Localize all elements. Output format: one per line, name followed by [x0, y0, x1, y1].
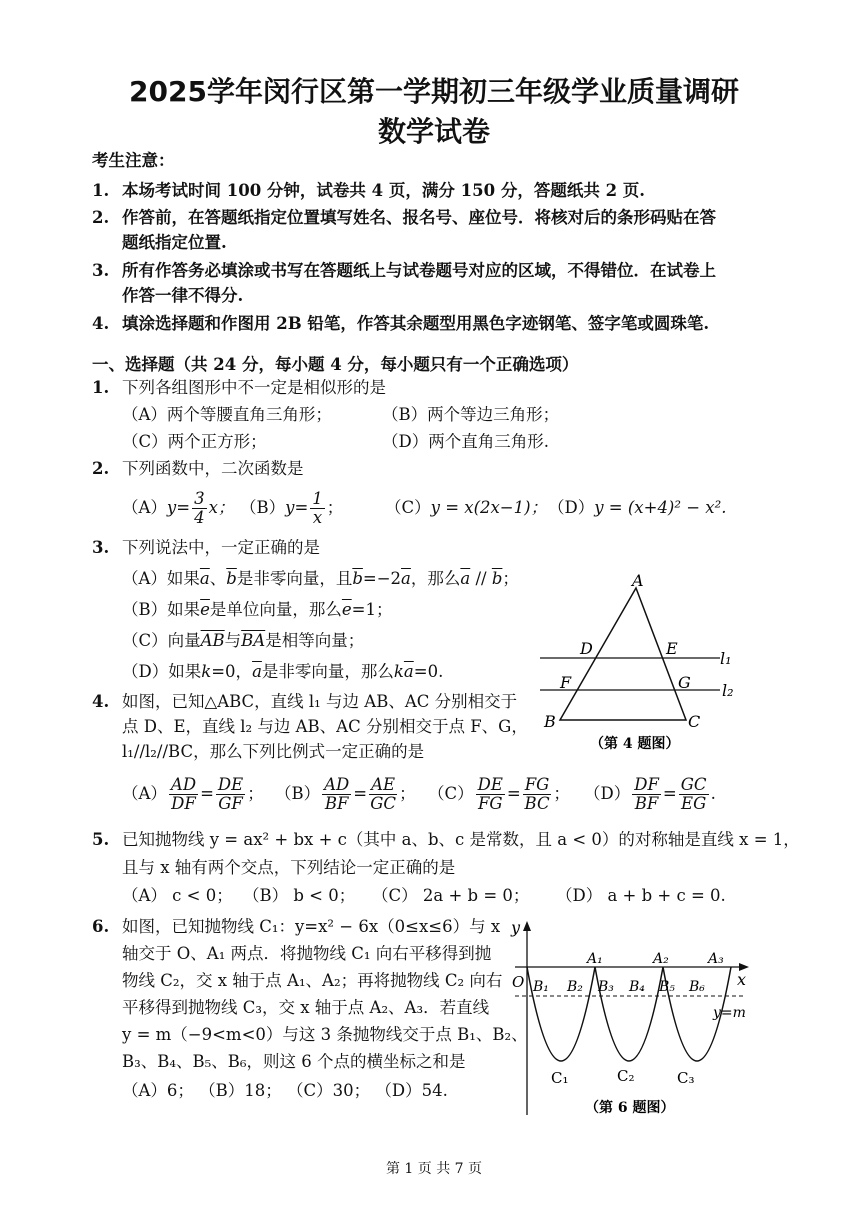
- q6-figure-caption: （第 6 题图）: [585, 1100, 675, 1116]
- q4-c-d1: FG: [477, 793, 503, 813]
- label-l1: l₁: [720, 649, 732, 668]
- q1-option-a: （A）两个等腰直角三角形；: [122, 405, 332, 424]
- label-b5: B₅: [659, 979, 675, 995]
- label-b3: B₃: [598, 979, 614, 995]
- label-x: x: [737, 970, 747, 989]
- label-a: A: [632, 571, 644, 590]
- q5-stem-line2: 且与 x 轴有两个交点，下列结论一定正确的是: [122, 858, 456, 877]
- q3-d-text4: =0.: [413, 662, 444, 681]
- q3-c-text1: （C）向量: [122, 631, 201, 650]
- q4-c-label: （C）: [428, 784, 474, 803]
- q2-d-expr: y = (x+4)² − x².: [594, 498, 727, 517]
- q3-a-vec-b2: $\overline{b}$: [352, 569, 363, 588]
- q2-d-label: （D）: [548, 498, 595, 517]
- q3-b-text3: =1；: [351, 600, 393, 619]
- q4-a-label: （A）: [122, 784, 167, 803]
- q4-d-frac2: [679, 776, 709, 813]
- q3-d-vec-a2: $\overline{a}$: [403, 662, 414, 681]
- q3-c-text2: 与: [224, 631, 242, 650]
- label-b1: B₁: [533, 979, 549, 995]
- q4-c-n1: DE: [477, 774, 503, 794]
- q2-c-expr: y = x(2x−1)；: [430, 498, 548, 517]
- q3-a-vec-b: $\overline{b}$: [226, 569, 237, 588]
- q2-c-label: （C）: [385, 498, 431, 517]
- q4-d-end: .: [710, 784, 716, 803]
- label-b4: B₄: [629, 979, 645, 995]
- q4-b-frac1: [322, 776, 351, 813]
- q3-a-vec-b3: $\overline{b}$: [491, 569, 503, 588]
- q2-a-label: （A）: [122, 498, 167, 517]
- q3-a-text1: （A）如果: [122, 569, 200, 588]
- q3-stem: 下列说法中，一定正确的是: [122, 538, 320, 557]
- label-b2: B₂: [567, 979, 583, 995]
- notice-1-num: 1.: [92, 181, 110, 200]
- notice-3-num: 3.: [92, 261, 110, 280]
- label-y: y: [511, 918, 521, 937]
- q4-c-frac1: [476, 776, 505, 813]
- q3-option-d: [122, 661, 443, 683]
- q4-d-frac1: [632, 776, 661, 813]
- q4-c-frac2: [523, 776, 552, 813]
- q2-b-denominator: x: [312, 507, 323, 527]
- q5-stem-line1: 已知抛物线 y = ax² + bx + c（其中 a、b、c 是常数，且 a < 0）的对称轴是直线 x = 1，: [122, 830, 800, 849]
- q3-a-text5: ，那么: [410, 569, 461, 588]
- q4-d-eq: =: [662, 784, 677, 803]
- q2-a-x: x；: [208, 498, 235, 517]
- q4-c-eq: =: [506, 784, 521, 803]
- q1-stem: 下列各组图形中不一定是相似形的是: [122, 378, 386, 397]
- q4-option-b: [275, 772, 416, 816]
- q4-option-a: [122, 772, 264, 816]
- q2-a-y: y: [166, 498, 177, 517]
- q4-stem-line3: l₁//l₂//BC，那么下列比例式一定正确的是: [122, 742, 425, 761]
- q4-num: 4.: [92, 692, 110, 711]
- label-a2: A₂: [653, 951, 669, 967]
- q3-b-vec-e2: $\overline{e}$: [341, 600, 352, 619]
- q3-d-k: k: [201, 662, 212, 681]
- notice-2-num: 2.: [92, 208, 110, 227]
- q4-a-n2: DE: [217, 774, 244, 794]
- q3-a-text4: =−2: [362, 569, 402, 588]
- notice-3-text: 所有作答务必填涂或书写在答题纸上与试卷题号对应的区域，不得错位．在试卷上: [122, 261, 716, 280]
- q4-c-sep: ；: [553, 784, 570, 803]
- q4-a-sep: ；: [247, 784, 264, 803]
- q4-d-n2: GC: [680, 774, 707, 794]
- exam-title-line2: 数学试卷: [377, 115, 490, 148]
- label-c2: C₂: [617, 1067, 635, 1085]
- q2-b-tail: ；: [326, 498, 344, 517]
- notice-2-text: 作答前，在答题纸指定位置填写姓名、报名号、座位号．将核对后的条形码贴在答: [122, 208, 716, 227]
- q3-a-vec-a2: $\overline{a}$: [401, 569, 411, 588]
- q3-c-text3: 是相等向量；: [265, 631, 365, 650]
- q4-b-sep: ；: [399, 784, 416, 803]
- q3-a-vec-a3: $\overline{a}$: [460, 569, 471, 588]
- q3-b-text1: （B）如果: [122, 600, 201, 619]
- q6-num: 6.: [92, 917, 110, 936]
- q4-a-d1: DF: [171, 793, 196, 813]
- q4-a-frac2: [216, 776, 245, 813]
- q3-c-vec-ba: $\overline{BA}$: [241, 631, 266, 650]
- q3-b-text2: 是单位向量，那么: [209, 600, 342, 619]
- q2-b-numerator: 1: [312, 488, 323, 508]
- label-e: E: [666, 639, 678, 658]
- label-a1: A₁: [587, 951, 603, 967]
- q4-stem-line1: 如图，已知△ABC，直线 l₁ 与边 AB、AC 分别相交于: [122, 692, 518, 711]
- q6-line5: y = m（−9<m<0）与这 3 条抛物线交于点 B₁、B₂、: [122, 1025, 528, 1044]
- q4-a-frac1: [169, 776, 198, 813]
- q2-option-a: [122, 486, 234, 530]
- q2-stem: 下列函数中，二次函数是: [122, 459, 304, 478]
- q4-figure: [530, 570, 750, 760]
- q4-d-n1: DF: [634, 774, 659, 794]
- section1-heading: 一、选择题（共 24 分，每小题 4 分，每小题只有一个正确选项）: [92, 355, 579, 374]
- q1-option-c: （C）两个正方形；: [122, 432, 267, 451]
- q3-d-k2: k: [393, 662, 404, 681]
- q2-option-b: [240, 486, 343, 530]
- q3-a-text2: 、: [209, 569, 227, 588]
- q4-b-frac2: [369, 776, 397, 813]
- notice-1-text: 本场考试时间 100 分钟，试卷共 4 页，满分 150 分，答题纸共 2 页.: [122, 181, 646, 200]
- label-c: C: [688, 712, 701, 731]
- q3-b-vec-e: $\overline{e}$: [200, 600, 210, 619]
- label-l2: l₂: [722, 681, 734, 700]
- q3-d-vec-a: $\overline{a}$: [252, 662, 262, 681]
- q4-b-label: （B）: [275, 784, 321, 803]
- page-footer: 第 1 页 共 7 页: [385, 1161, 483, 1177]
- q6-line6: B₃、B₄、B₅、B₆，则这 6 个点的横坐标之和是: [122, 1052, 466, 1071]
- q5-option-b: （B） b < 0；: [243, 886, 356, 905]
- label-c3: C₃: [677, 1069, 695, 1087]
- q6-line3: 物线 C₂，交 x 轴于点 A₁、A₂；再将抛物线 C₂ 向右: [122, 971, 503, 990]
- q3-a-text7: ；: [502, 569, 519, 588]
- notice-heading: 考生注意：: [92, 151, 175, 170]
- q3-option-b: [122, 599, 393, 621]
- q3-a-text3: 是非零向量，且: [236, 569, 353, 588]
- q6-figure: [505, 915, 755, 1125]
- notice-3-cont: 作答一律不得分.: [122, 286, 244, 305]
- q3-option-a: [122, 568, 519, 590]
- q6-line1: 如图，已知抛物线 C₁：y=x² − 6x（0≤x≤6）与 x: [122, 917, 501, 936]
- q4-d-d1: BF: [634, 793, 659, 813]
- q2-a-fraction: [192, 490, 207, 527]
- q4-d-d2: EG: [681, 793, 707, 813]
- label-a3: A₃: [708, 951, 724, 967]
- q2-b-label: （B）: [240, 498, 286, 517]
- q2-a-eq: =: [176, 498, 191, 517]
- q3-a-text6: //: [470, 569, 492, 588]
- q4-b-d2: GC: [370, 793, 397, 813]
- q4-option-d: [584, 772, 716, 816]
- q6-line2: 轴交于 O、A₁ 两点．将抛物线 C₁ 向右平移得到抛: [122, 944, 492, 963]
- q1-option-d: （D）两个直角三角形.: [382, 432, 549, 451]
- notice-2-cont: 题纸指定位置.: [122, 233, 227, 252]
- q6-options: （A）6； （B）18； （C）30； （D）54.: [122, 1081, 448, 1100]
- q1-option-b: （B）两个等边三角形；: [382, 405, 560, 424]
- label-f: F: [560, 673, 572, 692]
- q5-num: 5.: [92, 830, 110, 849]
- q4-d-label: （D）: [584, 784, 631, 803]
- q5-option-d: （D） a + b + c = 0.: [556, 886, 726, 905]
- label-d: D: [580, 639, 593, 658]
- label-o: O: [512, 973, 525, 991]
- q3-c-vec-ab: $\overline{AB}$: [200, 631, 225, 650]
- q4-a-n1: AD: [170, 774, 197, 794]
- q2-a-denominator: 4: [194, 507, 205, 527]
- q5-option-c: （C） 2a + b = 0；: [372, 886, 530, 905]
- label-c1: C₁: [551, 1069, 569, 1087]
- q4-a-d2: GF: [218, 793, 243, 813]
- label-b: B: [544, 712, 556, 731]
- q3-num: 3.: [92, 538, 110, 557]
- q3-a-vec-a: $\overline{a}$: [199, 569, 210, 588]
- q2-b-eq: =: [294, 498, 309, 517]
- y-axis-arrow-icon: [523, 921, 531, 931]
- q4-b-n1: AD: [324, 774, 350, 794]
- q1-num: 1.: [92, 378, 110, 397]
- notice-4-num: 4.: [92, 314, 110, 333]
- q3-d-text3: 是非零向量，那么: [261, 662, 394, 681]
- q4-option-c: [428, 772, 570, 816]
- q2-b-y: y: [285, 498, 295, 517]
- q3-option-c: [122, 630, 364, 652]
- q4-b-d1: BF: [324, 793, 349, 813]
- q2-option-c: [385, 497, 547, 519]
- q2-a-numerator: 3: [194, 488, 205, 508]
- q5-option-a: （A） c < 0；: [122, 886, 233, 905]
- q4-c-d2: BC: [524, 793, 550, 813]
- q2-b-fraction: [310, 490, 325, 527]
- label-g: G: [678, 673, 691, 692]
- notice-4-text: 填涂选择题和作图用 2B 铅笔，作答其余题型用黑色字迹钢笔、签字笔或圆珠笔.: [122, 314, 710, 333]
- q4-stem-line2: 点 D、E，直线 l₂ 与边 AB、AC 分别相交于点 F、G，: [122, 717, 528, 736]
- q4-b-eq: =: [353, 784, 368, 803]
- q4-a-eq: =: [200, 784, 214, 803]
- q3-d-text2: =0，: [211, 662, 253, 681]
- exam-title-line1: 2025学年闵行区第一学期初三年级学业质量调研: [129, 75, 739, 108]
- q4-c-n2: FG: [524, 774, 550, 794]
- label-y-equals-m: y=m: [713, 1005, 746, 1021]
- q3-d-text1: （D）如果: [122, 662, 202, 681]
- q6-line4: 平移得到抛物线 C₃，交 x 轴于点 A₂、A₃．若直线: [122, 998, 490, 1017]
- q2-option-d: [548, 497, 726, 519]
- label-b6: B₆: [689, 979, 705, 995]
- q2-num: 2.: [92, 459, 110, 478]
- q4-b-n2: AE: [371, 774, 396, 794]
- q4-figure-caption: （第 4 题图）: [590, 736, 680, 752]
